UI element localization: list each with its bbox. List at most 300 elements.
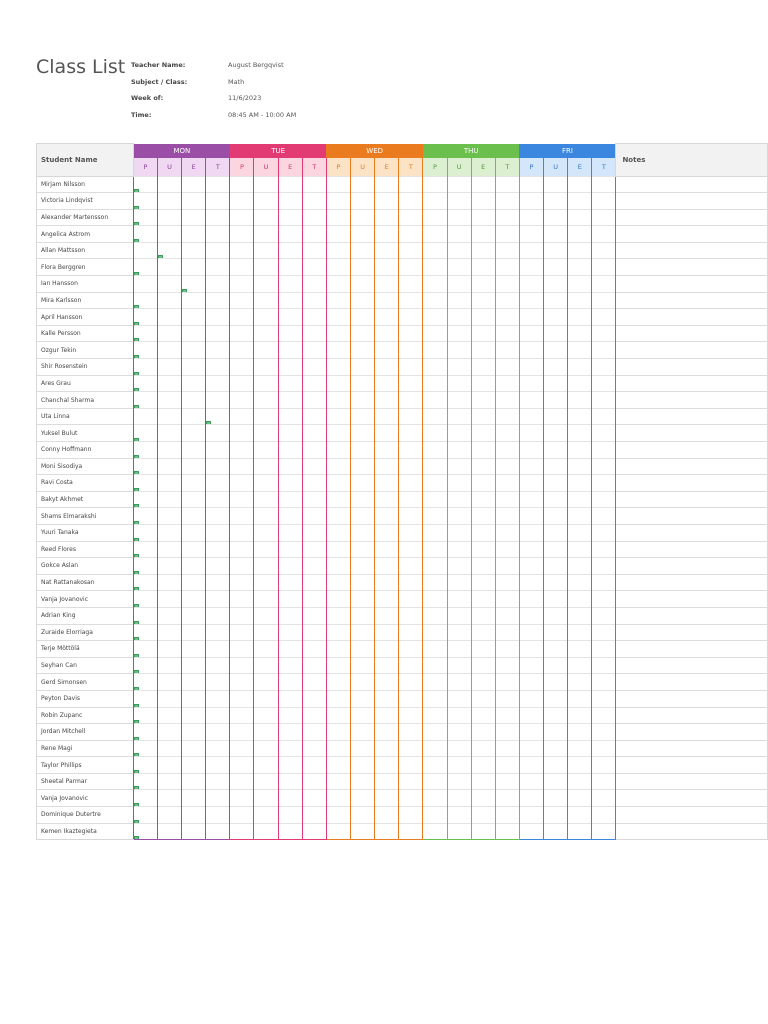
- attendance-cell-wed-t[interactable]: [399, 392, 423, 409]
- attendance-cell-thu-e[interactable]: [471, 491, 495, 508]
- attendance-cell-tue-p[interactable]: [230, 309, 254, 326]
- attendance-cell-tue-t[interactable]: [302, 292, 326, 309]
- attendance-cell-tue-e[interactable]: [278, 309, 302, 326]
- attendance-cell-thu-e[interactable]: [471, 624, 495, 641]
- attendance-cell-tue-p[interactable]: [230, 176, 254, 193]
- attendance-cell-wed-e[interactable]: [375, 309, 399, 326]
- attendance-cell-mon-t[interactable]: [206, 392, 230, 409]
- attendance-cell-thu-e[interactable]: [471, 690, 495, 707]
- attendance-cell-tue-u[interactable]: [254, 690, 278, 707]
- attendance-cell-thu-p[interactable]: [423, 226, 447, 243]
- attendance-cell-fri-u[interactable]: [544, 724, 568, 741]
- attendance-cell-thu-u[interactable]: [447, 242, 471, 259]
- attendance-cell-fri-t[interactable]: [592, 574, 616, 591]
- attendance-cell-wed-t[interactable]: [399, 342, 423, 359]
- attendance-cell-thu-u[interactable]: [447, 624, 471, 641]
- attendance-cell-mon-e[interactable]: [182, 641, 206, 658]
- student-name[interactable]: Chanchal Sharma: [37, 392, 134, 409]
- attendance-cell-mon-p[interactable]: [133, 176, 157, 193]
- attendance-cell-wed-p[interactable]: [326, 574, 350, 591]
- attendance-cell-fri-t[interactable]: [592, 607, 616, 624]
- attendance-cell-tue-t[interactable]: [302, 209, 326, 226]
- attendance-cell-wed-p[interactable]: [326, 359, 350, 376]
- attendance-cell-fri-u[interactable]: [544, 657, 568, 674]
- attendance-cell-fri-p[interactable]: [519, 458, 543, 475]
- attendance-cell-thu-e[interactable]: [471, 558, 495, 575]
- attendance-cell-fri-p[interactable]: [519, 807, 543, 824]
- attendance-cell-mon-u[interactable]: [157, 690, 181, 707]
- attendance-cell-tue-u[interactable]: [254, 342, 278, 359]
- attendance-cell-thu-p[interactable]: [423, 674, 447, 691]
- attendance-cell-fri-e[interactable]: [568, 624, 592, 641]
- attendance-cell-mon-u[interactable]: [157, 807, 181, 824]
- student-name[interactable]: Shams Elmarakshi: [37, 508, 134, 525]
- attendance-cell-mon-e[interactable]: [182, 674, 206, 691]
- attendance-cell-wed-u[interactable]: [351, 209, 375, 226]
- attendance-cell-tue-t[interactable]: [302, 724, 326, 741]
- notes-cell[interactable]: [616, 491, 768, 508]
- attendance-cell-wed-p[interactable]: [326, 740, 350, 757]
- attendance-cell-mon-p[interactable]: [133, 690, 157, 707]
- attendance-cell-tue-e[interactable]: [278, 690, 302, 707]
- attendance-cell-fri-p[interactable]: [519, 193, 543, 210]
- attendance-cell-fri-e[interactable]: [568, 242, 592, 259]
- attendance-cell-mon-e[interactable]: [182, 757, 206, 774]
- attendance-cell-wed-e[interactable]: [375, 607, 399, 624]
- attendance-cell-wed-t[interactable]: [399, 690, 423, 707]
- attendance-cell-mon-p[interactable]: [133, 674, 157, 691]
- attendance-cell-thu-u[interactable]: [447, 707, 471, 724]
- attendance-cell-wed-u[interactable]: [351, 309, 375, 326]
- attendance-cell-wed-p[interactable]: [326, 773, 350, 790]
- attendance-cell-tue-e[interactable]: [278, 823, 302, 840]
- attendance-cell-wed-p[interactable]: [326, 724, 350, 741]
- attendance-cell-wed-e[interactable]: [375, 491, 399, 508]
- attendance-cell-mon-p[interactable]: [133, 641, 157, 658]
- attendance-cell-thu-e[interactable]: [471, 740, 495, 757]
- attendance-cell-wed-e[interactable]: [375, 242, 399, 259]
- attendance-cell-fri-u[interactable]: [544, 641, 568, 658]
- attendance-cell-fri-u[interactable]: [544, 773, 568, 790]
- attendance-cell-wed-e[interactable]: [375, 408, 399, 425]
- attendance-cell-thu-p[interactable]: [423, 209, 447, 226]
- attendance-cell-thu-u[interactable]: [447, 508, 471, 525]
- attendance-cell-tue-u[interactable]: [254, 641, 278, 658]
- attendance-cell-fri-p[interactable]: [519, 624, 543, 641]
- attendance-cell-mon-t[interactable]: [206, 458, 230, 475]
- attendance-cell-tue-t[interactable]: [302, 807, 326, 824]
- student-name[interactable]: Peyton Davis: [37, 690, 134, 707]
- attendance-cell-fri-e[interactable]: [568, 309, 592, 326]
- attendance-cell-thu-p[interactable]: [423, 823, 447, 840]
- attendance-cell-mon-u[interactable]: [157, 508, 181, 525]
- attendance-cell-tue-u[interactable]: [254, 176, 278, 193]
- attendance-cell-tue-e[interactable]: [278, 259, 302, 276]
- attendance-cell-tue-u[interactable]: [254, 657, 278, 674]
- attendance-cell-mon-u[interactable]: [157, 176, 181, 193]
- attendance-cell-tue-e[interactable]: [278, 641, 302, 658]
- attendance-cell-fri-t[interactable]: [592, 475, 616, 492]
- attendance-cell-fri-e[interactable]: [568, 392, 592, 409]
- attendance-cell-thu-u[interactable]: [447, 757, 471, 774]
- attendance-cell-mon-p[interactable]: [133, 541, 157, 558]
- attendance-cell-tue-e[interactable]: [278, 425, 302, 442]
- attendance-cell-tue-u[interactable]: [254, 591, 278, 608]
- attendance-cell-tue-e[interactable]: [278, 193, 302, 210]
- attendance-cell-tue-p[interactable]: [230, 458, 254, 475]
- attendance-cell-tue-u[interactable]: [254, 193, 278, 210]
- time-value[interactable]: 08:45 AM - 10:00 AM: [228, 111, 297, 120]
- attendance-cell-wed-t[interactable]: [399, 757, 423, 774]
- attendance-cell-fri-p[interactable]: [519, 375, 543, 392]
- attendance-cell-thu-e[interactable]: [471, 442, 495, 459]
- attendance-cell-wed-u[interactable]: [351, 475, 375, 492]
- attendance-cell-fri-t[interactable]: [592, 375, 616, 392]
- attendance-cell-fri-t[interactable]: [592, 193, 616, 210]
- attendance-cell-wed-t[interactable]: [399, 508, 423, 525]
- attendance-cell-mon-u[interactable]: [157, 475, 181, 492]
- attendance-cell-mon-p[interactable]: [133, 707, 157, 724]
- attendance-cell-wed-e[interactable]: [375, 508, 399, 525]
- attendance-cell-tue-e[interactable]: [278, 607, 302, 624]
- attendance-cell-wed-e[interactable]: [375, 226, 399, 243]
- attendance-cell-tue-u[interactable]: [254, 790, 278, 807]
- attendance-cell-wed-p[interactable]: [326, 259, 350, 276]
- attendance-cell-mon-t[interactable]: [206, 325, 230, 342]
- attendance-cell-tue-t[interactable]: [302, 226, 326, 243]
- attendance-cell-mon-e[interactable]: [182, 408, 206, 425]
- attendance-cell-tue-u[interactable]: [254, 607, 278, 624]
- attendance-cell-thu-t[interactable]: [495, 773, 519, 790]
- attendance-cell-mon-p[interactable]: [133, 558, 157, 575]
- attendance-cell-wed-u[interactable]: [351, 491, 375, 508]
- attendance-cell-wed-p[interactable]: [326, 209, 350, 226]
- attendance-cell-tue-e[interactable]: [278, 740, 302, 757]
- attendance-cell-fri-e[interactable]: [568, 607, 592, 624]
- attendance-cell-tue-p[interactable]: [230, 773, 254, 790]
- attendance-cell-wed-u[interactable]: [351, 408, 375, 425]
- attendance-cell-fri-e[interactable]: [568, 674, 592, 691]
- attendance-cell-mon-t[interactable]: [206, 807, 230, 824]
- attendance-cell-fri-e[interactable]: [568, 292, 592, 309]
- attendance-cell-thu-u[interactable]: [447, 674, 471, 691]
- student-name[interactable]: Ian Hansson: [37, 276, 134, 293]
- attendance-cell-wed-e[interactable]: [375, 674, 399, 691]
- attendance-cell-mon-p[interactable]: [133, 392, 157, 409]
- attendance-cell-fri-u[interactable]: [544, 176, 568, 193]
- attendance-cell-wed-u[interactable]: [351, 425, 375, 442]
- attendance-cell-thu-e[interactable]: [471, 276, 495, 293]
- attendance-cell-fri-p[interactable]: [519, 541, 543, 558]
- attendance-cell-tue-t[interactable]: [302, 674, 326, 691]
- attendance-cell-wed-p[interactable]: [326, 458, 350, 475]
- attendance-cell-mon-t[interactable]: [206, 690, 230, 707]
- attendance-cell-tue-u[interactable]: [254, 209, 278, 226]
- attendance-cell-fri-t[interactable]: [592, 408, 616, 425]
- attendance-cell-thu-e[interactable]: [471, 193, 495, 210]
- attendance-cell-thu-p[interactable]: [423, 425, 447, 442]
- attendance-cell-thu-t[interactable]: [495, 558, 519, 575]
- attendance-cell-fri-e[interactable]: [568, 558, 592, 575]
- attendance-cell-tue-e[interactable]: [278, 325, 302, 342]
- attendance-cell-tue-u[interactable]: [254, 724, 278, 741]
- attendance-cell-tue-p[interactable]: [230, 491, 254, 508]
- student-name[interactable]: Rene Magi: [37, 740, 134, 757]
- attendance-cell-thu-u[interactable]: [447, 657, 471, 674]
- attendance-cell-wed-e[interactable]: [375, 558, 399, 575]
- attendance-cell-mon-u[interactable]: [157, 442, 181, 459]
- attendance-cell-fri-t[interactable]: [592, 392, 616, 409]
- attendance-cell-mon-p[interactable]: [133, 259, 157, 276]
- attendance-cell-thu-p[interactable]: [423, 259, 447, 276]
- attendance-cell-wed-u[interactable]: [351, 359, 375, 376]
- student-name[interactable]: Ozgur Tekin: [37, 342, 134, 359]
- attendance-cell-fri-u[interactable]: [544, 375, 568, 392]
- attendance-cell-mon-t[interactable]: [206, 641, 230, 658]
- attendance-cell-thu-e[interactable]: [471, 790, 495, 807]
- attendance-cell-thu-e[interactable]: [471, 342, 495, 359]
- attendance-cell-wed-e[interactable]: [375, 574, 399, 591]
- attendance-cell-tue-t[interactable]: [302, 359, 326, 376]
- attendance-cell-tue-p[interactable]: [230, 226, 254, 243]
- attendance-cell-tue-p[interactable]: [230, 558, 254, 575]
- attendance-cell-wed-p[interactable]: [326, 292, 350, 309]
- attendance-cell-wed-e[interactable]: [375, 176, 399, 193]
- attendance-cell-wed-u[interactable]: [351, 176, 375, 193]
- student-name[interactable]: April Hansson: [37, 309, 134, 326]
- attendance-cell-tue-u[interactable]: [254, 524, 278, 541]
- attendance-cell-mon-t[interactable]: [206, 209, 230, 226]
- attendance-cell-tue-u[interactable]: [254, 574, 278, 591]
- attendance-cell-wed-t[interactable]: [399, 425, 423, 442]
- attendance-cell-mon-u[interactable]: [157, 674, 181, 691]
- attendance-cell-wed-t[interactable]: [399, 674, 423, 691]
- notes-cell[interactable]: [616, 807, 768, 824]
- attendance-cell-thu-p[interactable]: [423, 624, 447, 641]
- attendance-cell-fri-p[interactable]: [519, 491, 543, 508]
- attendance-cell-wed-p[interactable]: [326, 541, 350, 558]
- attendance-cell-tue-t[interactable]: [302, 442, 326, 459]
- attendance-cell-fri-t[interactable]: [592, 740, 616, 757]
- attendance-cell-tue-p[interactable]: [230, 790, 254, 807]
- student-name[interactable]: Sheetal Parmar: [37, 773, 134, 790]
- attendance-cell-fri-u[interactable]: [544, 242, 568, 259]
- attendance-cell-thu-u[interactable]: [447, 325, 471, 342]
- attendance-cell-tue-e[interactable]: [278, 209, 302, 226]
- attendance-cell-fri-t[interactable]: [592, 724, 616, 741]
- attendance-cell-fri-u[interactable]: [544, 757, 568, 774]
- attendance-cell-mon-p[interactable]: [133, 773, 157, 790]
- attendance-cell-wed-u[interactable]: [351, 375, 375, 392]
- attendance-cell-thu-u[interactable]: [447, 724, 471, 741]
- attendance-cell-fri-u[interactable]: [544, 541, 568, 558]
- student-name[interactable]: Seyhan Can: [37, 657, 134, 674]
- attendance-cell-thu-u[interactable]: [447, 342, 471, 359]
- attendance-cell-fri-u[interactable]: [544, 325, 568, 342]
- attendance-cell-mon-e[interactable]: [182, 392, 206, 409]
- attendance-cell-thu-t[interactable]: [495, 408, 519, 425]
- attendance-cell-thu-e[interactable]: [471, 425, 495, 442]
- attendance-cell-wed-t[interactable]: [399, 707, 423, 724]
- attendance-cell-fri-p[interactable]: [519, 757, 543, 774]
- attendance-cell-wed-e[interactable]: [375, 325, 399, 342]
- attendance-cell-wed-t[interactable]: [399, 541, 423, 558]
- attendance-cell-mon-t[interactable]: [206, 624, 230, 641]
- attendance-cell-fri-t[interactable]: [592, 292, 616, 309]
- attendance-cell-tue-p[interactable]: [230, 574, 254, 591]
- attendance-cell-mon-p[interactable]: [133, 807, 157, 824]
- attendance-cell-wed-u[interactable]: [351, 757, 375, 774]
- attendance-cell-thu-e[interactable]: [471, 209, 495, 226]
- attendance-cell-mon-e[interactable]: [182, 491, 206, 508]
- attendance-cell-mon-u[interactable]: [157, 209, 181, 226]
- attendance-cell-thu-p[interactable]: [423, 707, 447, 724]
- attendance-cell-fri-u[interactable]: [544, 807, 568, 824]
- attendance-cell-fri-u[interactable]: [544, 359, 568, 376]
- student-name[interactable]: Alexander Martensson: [37, 209, 134, 226]
- notes-cell[interactable]: [616, 607, 768, 624]
- attendance-cell-thu-t[interactable]: [495, 674, 519, 691]
- attendance-cell-wed-u[interactable]: [351, 558, 375, 575]
- attendance-cell-tue-u[interactable]: [254, 425, 278, 442]
- attendance-cell-mon-p[interactable]: [133, 591, 157, 608]
- attendance-cell-fri-p[interactable]: [519, 690, 543, 707]
- attendance-cell-wed-t[interactable]: [399, 176, 423, 193]
- attendance-cell-tue-p[interactable]: [230, 425, 254, 442]
- attendance-cell-tue-u[interactable]: [254, 475, 278, 492]
- notes-cell[interactable]: [616, 757, 768, 774]
- attendance-cell-mon-u[interactable]: [157, 740, 181, 757]
- attendance-cell-tue-t[interactable]: [302, 541, 326, 558]
- attendance-cell-mon-e[interactable]: [182, 657, 206, 674]
- attendance-cell-wed-t[interactable]: [399, 591, 423, 608]
- attendance-cell-thu-u[interactable]: [447, 408, 471, 425]
- attendance-cell-mon-u[interactable]: [157, 276, 181, 293]
- attendance-cell-wed-t[interactable]: [399, 491, 423, 508]
- attendance-cell-fri-p[interactable]: [519, 740, 543, 757]
- attendance-cell-tue-e[interactable]: [278, 458, 302, 475]
- attendance-cell-mon-t[interactable]: [206, 176, 230, 193]
- attendance-cell-tue-e[interactable]: [278, 226, 302, 243]
- attendance-cell-wed-p[interactable]: [326, 508, 350, 525]
- attendance-cell-mon-u[interactable]: [157, 342, 181, 359]
- attendance-cell-thu-u[interactable]: [447, 292, 471, 309]
- attendance-cell-tue-e[interactable]: [278, 657, 302, 674]
- attendance-cell-mon-p[interactable]: [133, 508, 157, 525]
- attendance-cell-mon-t[interactable]: [206, 524, 230, 541]
- attendance-cell-tue-t[interactable]: [302, 773, 326, 790]
- attendance-cell-mon-e[interactable]: [182, 342, 206, 359]
- student-name[interactable]: Jordan Mitchell: [37, 724, 134, 741]
- attendance-cell-thu-e[interactable]: [471, 807, 495, 824]
- attendance-cell-tue-e[interactable]: [278, 624, 302, 641]
- attendance-cell-wed-e[interactable]: [375, 690, 399, 707]
- attendance-cell-mon-t[interactable]: [206, 541, 230, 558]
- attendance-cell-tue-p[interactable]: [230, 342, 254, 359]
- notes-cell[interactable]: [616, 425, 768, 442]
- attendance-cell-mon-e[interactable]: [182, 259, 206, 276]
- attendance-cell-thu-e[interactable]: [471, 707, 495, 724]
- attendance-cell-wed-u[interactable]: [351, 607, 375, 624]
- attendance-cell-thu-t[interactable]: [495, 707, 519, 724]
- attendance-cell-mon-e[interactable]: [182, 442, 206, 459]
- notes-cell[interactable]: [616, 359, 768, 376]
- week-of-value[interactable]: 11/6/2023: [228, 94, 262, 103]
- attendance-cell-mon-u[interactable]: [157, 790, 181, 807]
- attendance-cell-fri-e[interactable]: [568, 491, 592, 508]
- attendance-cell-mon-t[interactable]: [206, 276, 230, 293]
- attendance-cell-wed-e[interactable]: [375, 757, 399, 774]
- attendance-cell-tue-u[interactable]: [254, 707, 278, 724]
- attendance-cell-thu-p[interactable]: [423, 757, 447, 774]
- attendance-cell-tue-t[interactable]: [302, 558, 326, 575]
- attendance-cell-mon-p[interactable]: [133, 375, 157, 392]
- attendance-cell-tue-u[interactable]: [254, 242, 278, 259]
- attendance-cell-thu-t[interactable]: [495, 226, 519, 243]
- attendance-cell-tue-t[interactable]: [302, 425, 326, 442]
- attendance-cell-mon-e[interactable]: [182, 790, 206, 807]
- attendance-cell-thu-p[interactable]: [423, 276, 447, 293]
- attendance-cell-mon-t[interactable]: [206, 342, 230, 359]
- attendance-cell-wed-p[interactable]: [326, 442, 350, 459]
- attendance-cell-tue-p[interactable]: [230, 276, 254, 293]
- attendance-cell-thu-p[interactable]: [423, 491, 447, 508]
- attendance-cell-tue-t[interactable]: [302, 491, 326, 508]
- attendance-cell-mon-p[interactable]: [133, 574, 157, 591]
- attendance-cell-wed-e[interactable]: [375, 375, 399, 392]
- attendance-cell-mon-u[interactable]: [157, 292, 181, 309]
- attendance-cell-wed-u[interactable]: [351, 724, 375, 741]
- attendance-cell-mon-e[interactable]: [182, 425, 206, 442]
- attendance-cell-tue-t[interactable]: [302, 176, 326, 193]
- attendance-cell-mon-p[interactable]: [133, 325, 157, 342]
- attendance-cell-tue-e[interactable]: [278, 342, 302, 359]
- attendance-cell-tue-p[interactable]: [230, 823, 254, 840]
- attendance-cell-fri-p[interactable]: [519, 392, 543, 409]
- attendance-cell-mon-t[interactable]: [206, 425, 230, 442]
- attendance-cell-tue-u[interactable]: [254, 359, 278, 376]
- attendance-cell-fri-u[interactable]: [544, 458, 568, 475]
- attendance-cell-fri-e[interactable]: [568, 740, 592, 757]
- attendance-cell-thu-u[interactable]: [447, 309, 471, 326]
- notes-cell[interactable]: [616, 475, 768, 492]
- attendance-cell-fri-u[interactable]: [544, 276, 568, 293]
- attendance-cell-fri-e[interactable]: [568, 209, 592, 226]
- attendance-cell-thu-e[interactable]: [471, 309, 495, 326]
- attendance-cell-tue-e[interactable]: [278, 359, 302, 376]
- notes-cell[interactable]: [616, 226, 768, 243]
- attendance-cell-fri-e[interactable]: [568, 226, 592, 243]
- attendance-cell-wed-t[interactable]: [399, 325, 423, 342]
- attendance-cell-mon-p[interactable]: [133, 276, 157, 293]
- attendance-cell-thu-t[interactable]: [495, 392, 519, 409]
- attendance-cell-thu-p[interactable]: [423, 375, 447, 392]
- attendance-cell-tue-p[interactable]: [230, 392, 254, 409]
- attendance-cell-wed-e[interactable]: [375, 276, 399, 293]
- attendance-cell-thu-u[interactable]: [447, 193, 471, 210]
- attendance-cell-thu-t[interactable]: [495, 508, 519, 525]
- attendance-cell-wed-p[interactable]: [326, 524, 350, 541]
- attendance-cell-mon-t[interactable]: [206, 657, 230, 674]
- attendance-cell-wed-u[interactable]: [351, 807, 375, 824]
- subject-value[interactable]: Math: [228, 77, 245, 86]
- attendance-cell-mon-e[interactable]: [182, 176, 206, 193]
- attendance-cell-thu-u[interactable]: [447, 607, 471, 624]
- student-name[interactable]: Kalle Persson: [37, 325, 134, 342]
- attendance-cell-thu-u[interactable]: [447, 425, 471, 442]
- attendance-cell-wed-e[interactable]: [375, 193, 399, 210]
- attendance-cell-thu-p[interactable]: [423, 558, 447, 575]
